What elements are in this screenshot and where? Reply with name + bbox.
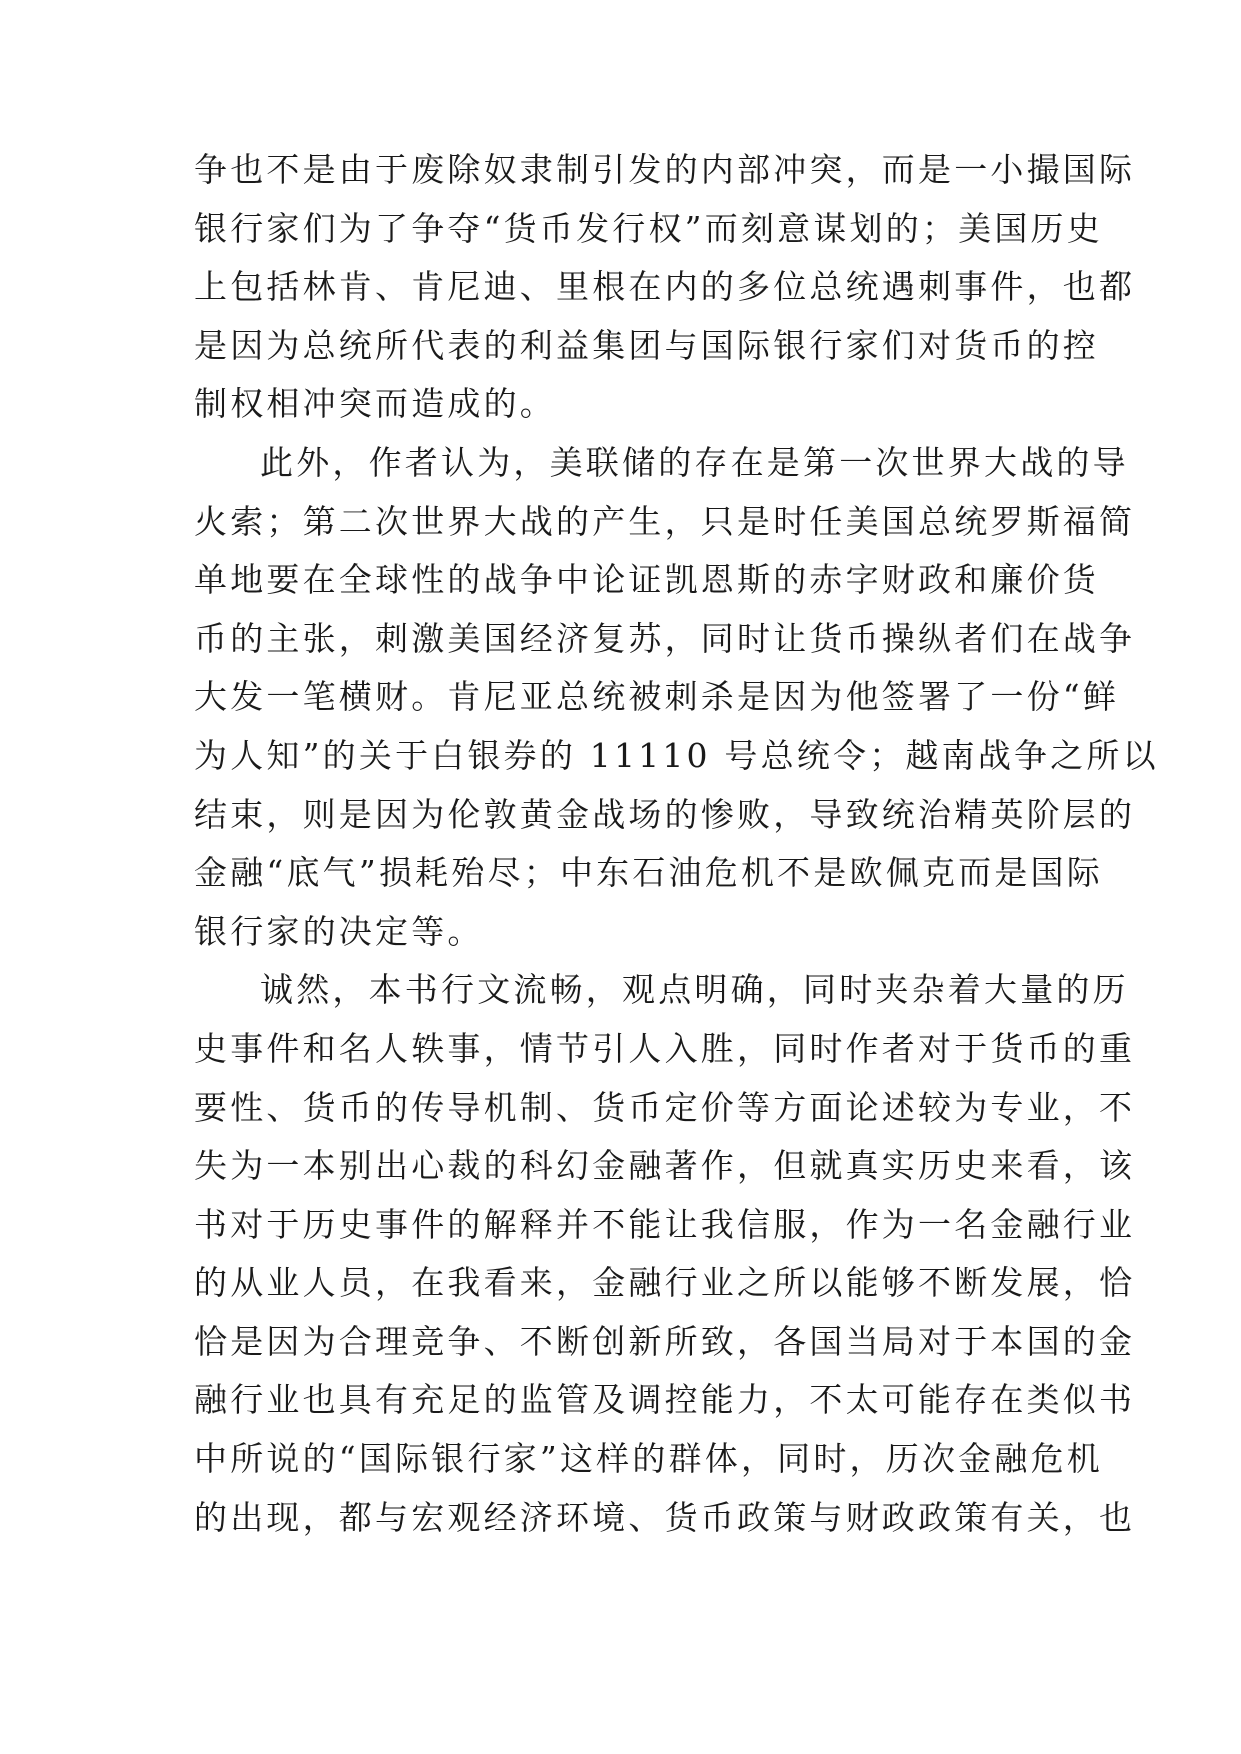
text-line: 是因为总统所代表的利益集团与国际银行家们对货币的控 bbox=[194, 325, 1099, 365]
text-line: 为人知”的关于白银券的 11110 号总统令；越南战争之所以 bbox=[194, 735, 1159, 775]
text-line: 上包括林肯、肯尼迪、里根在内的多位总统遇刺事件，也都 bbox=[194, 267, 1136, 307]
text-line: 中所说的“国际银行家”这样的群体，同时，历次金融危机 bbox=[194, 1439, 1103, 1479]
text-line: 金融“底气”损耗殆尽；中东石油危机不是欧佩克而是国际 bbox=[194, 853, 1103, 893]
text-line: 诚然，本书行文流畅，观点明确，同时夹杂着大量的历 bbox=[260, 970, 1129, 1010]
text-line: 要性、货币的传导机制、货币定价等方面论述较为专业，不 bbox=[194, 1087, 1136, 1127]
text-line: 失为一本别出心裁的科幻金融著作，但就真实历史来看，该 bbox=[194, 1146, 1136, 1186]
text-line: 银行家的决定等。 bbox=[194, 911, 484, 951]
text-line: 的从业人员，在我看来，金融行业之所以能够不断发展，恰 bbox=[194, 1263, 1136, 1303]
text-line: 史事件和名人轶事，情节引人入胜，同时作者对于货币的重 bbox=[194, 1028, 1136, 1068]
text-line: 融行业也具有充足的监管及调控能力，不太可能存在类似书 bbox=[194, 1380, 1136, 1420]
text-line: 制权相冲突而造成的。 bbox=[194, 384, 556, 424]
text-line: 的出现，都与宏观经济环境、货币政策与财政政策有关，也 bbox=[194, 1497, 1136, 1537]
text-line: 争也不是由于废除奴隶制引发的内部冲突，而是一小撮国际 bbox=[194, 150, 1136, 189]
text-line: 此外，作者认为，美联储的存在是第一次世界大战的导 bbox=[260, 442, 1129, 482]
text-line: 单地要在全球性的战争中论证凯恩斯的赤字财政和廉价货 bbox=[194, 560, 1099, 600]
text-line: 大发一笔横财。肯尼亚总统被刺杀是因为他签署了一份“鲜 bbox=[194, 677, 1120, 717]
text-line: 火索；第二次世界大战的产生，只是时任美国总统罗斯福简 bbox=[194, 501, 1136, 541]
body-text bbox=[194, 141, 1159, 1547]
text-line: 书对于历史事件的解释并不能让我信服，作为一名金融行业 bbox=[194, 1204, 1136, 1244]
text-line: 结束，则是因为伦敦黄金战场的惨败，导致统治精英阶层的 bbox=[194, 794, 1136, 834]
text-line: 银行家们为了争夺“货币发行权”而刻意谋划的；美国历史 bbox=[194, 208, 1103, 248]
text-line: 币的主张，刺激美国经济复苏，同时让货币操纵者们在战争 bbox=[194, 618, 1136, 658]
text-line: 恰是因为合理竞争、不断创新所致，各国当局对于本国的金 bbox=[194, 1321, 1136, 1361]
